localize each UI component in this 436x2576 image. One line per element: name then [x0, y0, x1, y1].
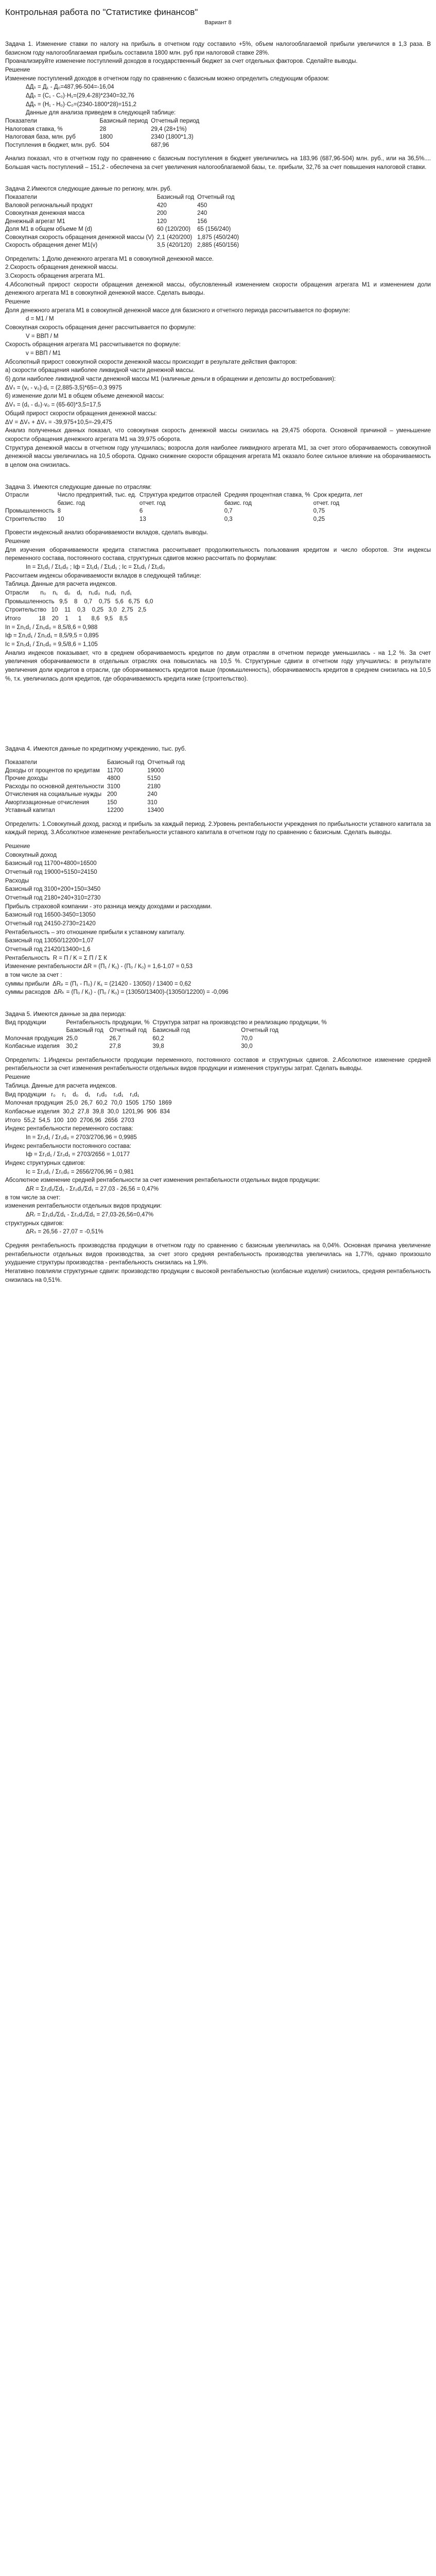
table-header: Базисный год — [156, 194, 195, 201]
paragraph: Базисный год 11700+4800=16500 — [5, 860, 97, 867]
table-row — [5, 783, 188, 791]
paragraph: Отчетный год 19000+5150=24150 — [5, 869, 97, 875]
table-row — [5, 226, 242, 234]
table-row — [5, 1043, 330, 1051]
table-header: Структура кредитов отраслей — [139, 492, 221, 499]
table-cell: 13 — [139, 516, 146, 522]
table-cell: Совокупная денежная масса — [5, 210, 85, 217]
paragraph: Базисный год 3100+200+150=3450 — [5, 886, 101, 893]
task-1-table — [5, 117, 202, 149]
paragraph: Отчетный год 2180+240+310=2730 — [5, 895, 101, 902]
paragraph: Определить: 1.Долю денежного агрегата М1 в совокупной денежной массе. — [5, 256, 214, 262]
formula: суммы прибыли ΔRₚ = (П₁ - П₀) / К₁ = (21420 - 13050) / 13400 = 0,62 — [5, 980, 191, 987]
formula: Отрасли n₀ n₁ d₀ d₁ n₀d₀ n₀d₁ n₁d₁ — [5, 589, 132, 596]
formula: v = ВВП / М1 — [26, 350, 61, 357]
paragraph: Таблица. Данные для расчета индексов. — [5, 1082, 117, 1089]
paragraph: Совокупная скорость обращения денег рассчитывается по формуле: — [5, 325, 196, 331]
formula: Строительство 10 11 0,3 0,25 3,0 2,75 2,5 — [5, 607, 147, 614]
paragraph: Индекс рентабельности переменного состава: — [5, 1126, 133, 1132]
paragraph: Таблица. Данные для расчета индексов. — [5, 581, 117, 588]
task-1-intro — [5, 40, 431, 117]
table-cell: 0,7 — [224, 508, 233, 515]
formula: Итого 55,2 54,5 100 100 2706,96 2656 2703 — [5, 1117, 134, 1124]
paragraph: Базисный год 13050/12200=1,07 — [5, 938, 94, 944]
table-row — [5, 1035, 330, 1043]
table-cell: 4800 — [107, 775, 120, 782]
table-header: Показатели — [5, 759, 37, 766]
table-cell: Скорость обращения денег М1(v) — [5, 242, 98, 249]
table-cell: 120 — [156, 218, 167, 225]
paragraph: в том числе за счет: — [5, 1194, 61, 1201]
table-header: Показатели — [5, 194, 37, 201]
task-5 — [5, 1010, 431, 1284]
table-cell: 13400 — [147, 807, 164, 814]
paragraph: Решение — [5, 299, 30, 306]
table-cell: 2,885 (450/156) — [197, 242, 239, 249]
table-header: Вид продукции — [5, 1019, 46, 1026]
formula: ΔVₛ = (v₁ - v₀)·d₁ = (2,885-3,5)*65=-0,3 9975 — [5, 384, 122, 391]
task-3 — [5, 483, 431, 684]
table-cell: 687,96 — [151, 142, 169, 148]
paragraph: Расходы — [5, 877, 29, 884]
formula: Колбасные изделия 30,2 27,8 39,8 30,0 1201,96 906 834 — [5, 1108, 170, 1115]
formula: Итого 18 20 1 1 8,6 9,5 8,5 — [5, 615, 128, 622]
task-1 — [5, 40, 431, 172]
table-cell: Поступления в бюджет, млн. руб. — [5, 142, 97, 148]
table-cell: 27,8 — [109, 1043, 121, 1050]
formula: ΔДₛ = (Н₁ - Н₀)·С₀=(2340-1800*28)=151,2 — [26, 101, 137, 108]
table-cell: 240 — [147, 791, 158, 798]
table-cell: 5150 — [147, 775, 161, 782]
paragraph: Отчетный год 21420/13400=1,6 — [5, 946, 91, 953]
table-header: Рентабельность продукции, % — [66, 1019, 150, 1026]
paragraph: Определить: 1.Индексы рентабельности продукции переменного, постоянного составов и структурных сдвигов. 2.Абсолютное изменение средней рентабельности за счет изменения рентабельности отдельных видов продукции и изменения структуры затрат. Сделать выводы. — [5, 1057, 431, 1072]
table-subheader: Базисный год — [152, 1027, 190, 1034]
table-row — [5, 210, 242, 218]
table-cell: 30,0 — [241, 1043, 253, 1050]
formula: V = ВВП / М — [26, 333, 59, 340]
paragraph: Базисный год 16500-3450=13050 — [5, 912, 96, 919]
table-subheader — [5, 1027, 66, 1035]
paragraph: Абсолютный прирост совокупной скорости денежной массы происходит в результате действия факторов: — [5, 359, 297, 365]
task-4 — [5, 745, 431, 997]
paragraph: Анализ индексов показывает, что в среднем оборачиваемость кредитов по двум отраслям в отчетном периоде уменьшилась - на 1,2 %. За счет увеличения оборачиваемости в отдельных отраслях она повысилась на 10,5 %. Структурные сдвиги в отчетном году улучшились: в результате увеличения доли кредитов в отрасли, где оборачиваемость кредитов выше (промышленность), оборачиваемость кредитов в среднем снизилась на 10,5 %, т.к. увеличилась доля кредитов, где оборачиваемость кредита ниже (строительство). — [5, 650, 431, 682]
paragraph: Анализ показал, что в отчетном году по сравнению с базисным поступления в бюджет увеличились на 183,96 (687,96-504) млн. руб., или на 36,5%.... Большая часть поступлений – 151,2 - обеспечена за счет увеличения налогооблагаемой базы, т.е. прибыли, 32,76 за счет повышения налоговой ставки. — [5, 156, 431, 171]
table-cell: 60,2 — [152, 1035, 164, 1042]
paragraph: Задача 3. Имеются следующие данные по отраслям: — [5, 484, 152, 490]
task-2-solution — [5, 255, 431, 470]
table-cell: 30,2 — [66, 1043, 78, 1050]
paragraph: Доля денежного агрегата М1 в совокупной денежной массе для базисного и отчетного периода рассчитывается по формуле: — [5, 307, 351, 314]
formula: ΔRₛ = 26,56 - 27,07 = -0,51% — [26, 1229, 103, 1235]
paragraph: Задача 4. Имеются данные по кредитному учреждению, тыс. руб. — [5, 746, 186, 753]
table-cell: 3100 — [107, 783, 120, 790]
table-cell: 12200 — [107, 807, 124, 814]
table-header: Структура затрат на производство и реализацию продукции, % — [152, 1019, 327, 1026]
table-cell: Прочие доходы — [5, 775, 48, 782]
table-cell: 28 — [99, 126, 107, 132]
table-header: Отчетный год — [197, 194, 235, 201]
table-cell: 3,5 (420/120) — [156, 242, 193, 249]
table-row — [5, 767, 188, 775]
task-4-solution — [5, 820, 431, 997]
table-cell: 1800 — [99, 134, 113, 141]
table-cell: 310 — [147, 799, 158, 806]
formula: Iп = Σt₁d₁ / Σt₀d₀ ; Iф = Σt₁d₁ / Σt₀d₁ ; Iс = Σt₀d₁ / Σt₀d₀ — [26, 564, 165, 570]
table-cell: 19000 — [147, 767, 164, 774]
table-cell: Амортизационные отчисления — [5, 799, 90, 806]
task-2-table — [5, 194, 242, 250]
paragraph: Прибыль страховой компании - это разница между доходами и расходами. — [5, 903, 212, 910]
table-row — [5, 202, 242, 210]
table-cell: 26,7 — [109, 1035, 121, 1042]
formula: Iс = Σr₀d₁ / Σr₀d₀ = 2656/2706,96 = 0,981 — [26, 1168, 134, 1175]
table-cell: 200 — [107, 791, 117, 798]
table-row — [5, 775, 188, 783]
paragraph: Задача 5. Имеются данные за два периода: — [5, 1011, 126, 1018]
paragraph: 3.Скорость обращения агрегата М1. — [5, 273, 105, 280]
table-header: Базисный год — [107, 759, 145, 766]
paragraph: Средняя рентабельность производства продукции в отчетном году по сравнению с базисным увеличилась на 0,04%. Основная причина увеличение рентабельности отдельных видов производства, за счет этого средняя рентабельность производства увеличилась на 1,77%, однако произошло ухудшение структуры производства - рентабельность снизилась на 1,9%. — [5, 1242, 431, 1266]
task-5-table — [5, 1019, 330, 1051]
formula: Iс = Σn₀d₁ / Σn₀d₀ = 9,5/8,6 = 1,105 — [5, 641, 98, 648]
formula: ΔRᵣ = Σr₁d₁/Σd₁ - Σr₀d₁/Σd₁ = 27,03-26,56=0,47% — [26, 1211, 154, 1218]
paragraph: а) скорости обращения наиболее ликвидной части денежной массы. — [5, 367, 195, 374]
table-cell: 0,3 — [224, 516, 233, 522]
paragraph: Изменение поступлений доходов в отчетном году по сравнению с базисным можно определить следующим образом: — [5, 75, 329, 82]
table-cell: 504 — [99, 142, 110, 148]
table-header: Средняя процентная ставка, % — [224, 492, 310, 499]
table-cell: Денежный агрегат М1 — [5, 218, 65, 225]
table-cell: 156 — [197, 218, 207, 225]
table-cell: Промышленность — [5, 508, 55, 515]
formula: Iп = Σr₁d₁ / Σr₀d₀ = 2703/2706,96 = 0,9985 — [26, 1134, 137, 1141]
table-row — [5, 142, 202, 150]
table-subheader: отчет. год — [139, 500, 166, 506]
paragraph: Общий прирост скорости обращения денежной массы: — [5, 410, 157, 417]
paragraph: Проанализируйте изменение поступлений доходов в государственный бюджет за счет отдельных факторов. Сделайте выводы. — [5, 58, 358, 65]
formula: Iф = Σr₁d₁ / Σr₀d₁ = 2703/2656 = 1,0177 — [26, 1151, 130, 1158]
formula: Молочная продукция 25,0 26,7 60,2 70,0 1505 1750 1869 — [5, 1100, 172, 1107]
table-subheader: отчет. год — [313, 500, 340, 506]
formula: Вид продукции r₀ r₁ d₀ d₁ r₀d₀ r₀d₁ r₁d₁ — [5, 1091, 139, 1098]
table-row — [5, 133, 202, 142]
paragraph: в том числе за счет : — [5, 972, 62, 979]
formula: Промышленность 9,5 8 0,7 0,75 5,6 6,75 6,0 — [5, 598, 153, 605]
paragraph: 2.Скорость обращения денежной массы. — [5, 264, 118, 271]
formula: Iп = Σn₁d₁ / Σn₀d₀ = 8,5/8,6 = 0,988 — [5, 624, 98, 631]
table-cell: 70,0 — [241, 1035, 253, 1042]
table-row — [5, 807, 188, 815]
table-cell: Совокупная скорость обращения денежной массы (V) — [5, 234, 154, 241]
document-title: Контрольная работа по "Статистике финансов" — [5, 7, 198, 17]
formula: Изменение рентабельности ΔR = (П₁ / К₁) - (П₀ / К₀) = 1,6-1,07 = 0,53 — [5, 963, 193, 970]
paragraph: Решение — [5, 1074, 30, 1081]
table-cell: 10 — [57, 516, 64, 522]
table-cell: Уставный капитал — [5, 807, 55, 814]
paragraph: Абсолютное изменение средней рентабельности за счет изменения рентабельности отдельных видов продукции: — [5, 1177, 320, 1184]
task-4-table — [5, 759, 188, 815]
table-cell: 150 — [107, 799, 117, 806]
table-row — [5, 791, 188, 799]
table-header: Отрасли — [5, 492, 29, 499]
table-header: Срок кредита, лет — [313, 492, 363, 499]
table-subheader: базис. год — [224, 500, 252, 506]
table-cell: 60 (120/200) — [156, 226, 190, 233]
paragraph: б) изменение доли М1 в общем объеме денежной массы: — [5, 393, 164, 400]
paragraph: Провести индексный анализ оборачиваемости вкладов, сделать выводы. — [5, 530, 208, 536]
table-header: Базисный период — [99, 118, 148, 125]
paragraph: Отчетный год 24150-2730=21420 — [5, 921, 96, 927]
paragraph: Скорость обращения агрегата М1 рассчитывается по формуле: — [5, 342, 181, 348]
table-cell: 6 — [139, 508, 143, 515]
variant-label: Вариант 8 — [204, 20, 232, 26]
paragraph: Задача 1. Изменение ставки по налогу на прибыль в отчетном году составило +5%, объем налогооблагаемой прибыли увеличился в 1,3 раза. В базисном году налогооблагаемая прибыль составила 1800 млн. руб при налоговой ставке 28%. — [5, 41, 431, 56]
table-cell: 29,4 (28+1%) — [151, 126, 187, 132]
task-3-solution — [5, 529, 431, 683]
table-header: Число предприятий, тыс. ед. — [57, 492, 136, 499]
table-subheader: Базисный год — [66, 1027, 103, 1034]
paragraph: б) доли наиболее ликвидной части денежной массы М1 (наличные деньги в обращении и депозиты до востребования): — [5, 376, 336, 383]
table-cell: Налоговая база, млн. руб — [5, 134, 76, 141]
table-cell: Налоговая ставка, % — [5, 126, 63, 132]
table-header: Показатели — [5, 118, 37, 125]
paragraph: изменения рентабельности отдельных видов продукции: — [5, 1203, 162, 1210]
paragraph: Для изучения оборачиваемости кредита статистика рассчитывает продолжительность пользования кредитом и число оборотов. Эти индексы переменного состава, постоянного состава, структурных сдвигов можно рассчитать по формулам: — [5, 547, 431, 562]
paragraph: Индекс структурных сдвигов: — [5, 1160, 85, 1166]
paragraph: Задача 2.Имеются следующие данные по региону, млн. руб. — [5, 186, 172, 193]
table-subheader: Отчетный год — [109, 1027, 147, 1034]
table-cell: 8 — [57, 508, 61, 515]
table-row — [5, 516, 366, 524]
table-row — [5, 234, 242, 242]
paragraph: Решение — [5, 538, 30, 545]
table-cell: 0,75 — [313, 508, 325, 515]
paragraph: Данные для анализа приведем в следующей таблице: — [26, 110, 176, 116]
formula: ΔV = ΔVₛ + ΔVₛ = -39,975+10,5=-29,475 — [5, 419, 112, 426]
table-cell: 1,875 (450/240) — [197, 234, 239, 241]
paragraph: Совокупный доход — [5, 852, 57, 858]
table-cell: 2180 — [147, 783, 161, 790]
table-cell: 450 — [197, 202, 207, 209]
table-cell: 65 (156/240) — [197, 226, 231, 233]
task-5-solution — [5, 1056, 431, 1284]
formula: Iф = Σn₁d₁ / Σn₀d₁ = 8,5/9,5 = 0,895 — [5, 633, 99, 639]
table-row — [5, 126, 202, 134]
formula: ΔR = Σr₁d₁/Σd₁ - Σr₀d₁/Σd₁ = 27,03 - 26,56 = 0,47% — [26, 1185, 159, 1192]
paragraph: 4.Абсолютный прирост скорости обращения денежной массы, обусловленный изменением скорости обращения агрегата М1 и изменением доли денежного агрегата М1 в совокупной денежной массе. Сделать выводы. — [5, 281, 431, 297]
paragraph: Рентабельность – это отношение прибыли к уставному капиталу. — [5, 929, 185, 936]
table-cell: Валовой региональный продукт — [5, 202, 93, 209]
paragraph: Структура денежной массы в отчетном году улучшилась; возросла доля наиболее ликвидного агрегата М1, за счет этого оборачиваемость совокупной денежной массы увеличилась на 10,5 оборота. Однако снижение скорости обращения агрегата М1 оказало более сильное влияние на оборачиваемость в целом она снизилась. — [5, 445, 431, 468]
table-cell: 420 — [156, 202, 167, 209]
table-row — [5, 218, 242, 226]
task-3-table — [5, 492, 366, 523]
table-cell: Молочная продукция — [5, 1035, 63, 1042]
formula: d = М1 / М — [26, 316, 54, 323]
table-cell: Колбасные изделия — [5, 1043, 60, 1050]
table-cell: Расходы по основной деятельности — [5, 783, 104, 790]
paragraph: Индекс рентабельности постоянного состава: — [5, 1143, 131, 1149]
paragraph: Решение — [5, 843, 30, 850]
paragraph: Решение — [5, 67, 30, 74]
table-subheader — [5, 500, 58, 508]
table-cell: 240 — [197, 210, 207, 217]
table-cell: Отчисления на социальные нужды — [5, 791, 102, 798]
formula: суммы расходов ΔRₖ = (П₀ / К₁) - (П₀ / К₀) = (13050/13400)-(13050/12200) = -0,096 — [5, 989, 229, 996]
formula: ΔVₛ = (d₁ - d₀)·v₀ = (65-60)*3,5=17,5 — [5, 402, 101, 409]
table-row — [5, 799, 188, 807]
table-cell: 2,1 (420/200) — [156, 234, 193, 241]
paragraph: Определить: 1.Совокупный доход, расход и прибыль за каждый период. 2.Уровень рентабельности учреждения по прибыльности уставного капитала за каждый период. 3.Абсолютное изменение рентабельности уставного капитала в отчетном году по сравнению с базисным. Сделать выводы. — [5, 821, 431, 836]
formula: ΔДₛ = (С₁ - С₀)·Н₁=(29,4-28)*2340=32,76 — [26, 93, 134, 99]
paragraph: Негативно повлияли структурные сдвиги: производство продукции с высокой рентабельностью (колбасные изделия) снизилось, средняя рентабельность снизилась на 0,51%. — [5, 1268, 431, 1283]
paragraph: Рассчитаем индексы оборачиваемости вкладов в следующей таблице: — [5, 572, 201, 579]
table-cell: 11700 — [107, 767, 124, 774]
table-cell: 2340 (1800*1,3) — [151, 134, 194, 141]
table-header: Отчетный период — [151, 118, 200, 125]
paragraph: Анализ полученных данных показал, что совокупная скорость денежной массы снизилась на 29,475 оборота. Основной причиной – уменьшение скорости обращения денежного агрегата М1 на 39,975 оборота. — [5, 428, 431, 443]
table-cell: Доля М1 в общем объеме М (d) — [5, 226, 92, 233]
task-2 — [5, 185, 431, 469]
table-subheader: базис. год — [57, 500, 85, 506]
table-cell: 39,8 — [152, 1043, 164, 1050]
table-header: Отчетный год — [147, 759, 185, 766]
paragraph: структурных сдвигов: — [5, 1220, 64, 1227]
table-cell: 200 — [156, 210, 167, 217]
table-cell: Доходы от процентов по кредитам — [5, 767, 100, 774]
table-subheader: Отчетный год — [241, 1027, 278, 1034]
table-cell: 0,25 — [313, 516, 325, 522]
formula: Рентабельность R = Π / K = Σ П / Σ К — [5, 955, 107, 961]
table-row — [5, 507, 366, 516]
formula: ΔДₛ = Д₁ - Д₀=487,96-504=-16,04 — [26, 84, 114, 91]
table-cell: Строительство — [5, 516, 47, 522]
table-cell: 25,0 — [66, 1035, 78, 1042]
table-row — [5, 242, 242, 250]
